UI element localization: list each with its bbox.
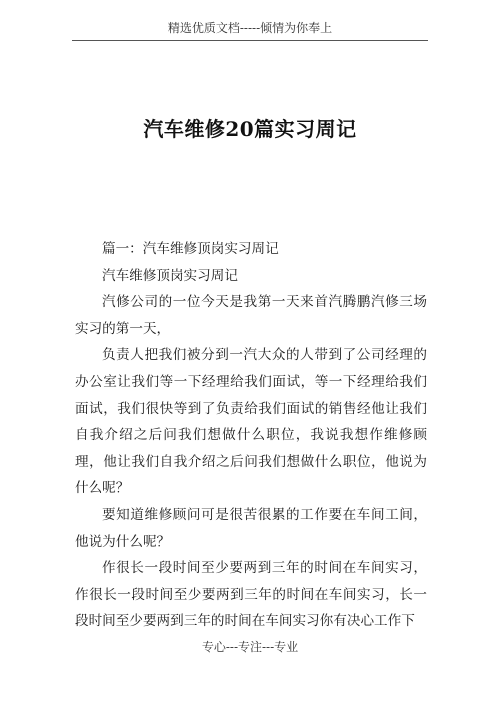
document-title: 汽车维修20篇实习周记	[143, 117, 357, 141]
paragraph: 负责人把我们被分到一汽大众的人带到了公司经理的办公室让我们等一下经理给我们面试，等一下经理给我们面试，我们很快等到了负责给我们面试的销售经他让我们自我介绍之后问我们想做什么职位，我说我想作维修顾理，他让我们自我介绍之后问我们想做什么职位，他说为什么呢？	[75, 347, 427, 497]
header-divider	[72, 40, 428, 41]
document-body	[75, 236, 427, 635]
page-header: 精选优质文档-----倾情为你奉上	[167, 21, 333, 35]
paragraph: 要知道维修顾问可是很苦很累的工作要在车间工间，他说为什么呢？	[75, 506, 427, 550]
paragraph: 汽修公司的一位今天是我第一天来首汽腾鹏汽修三场实习的第一天，	[75, 294, 427, 337]
page-footer: 专心---专注---专业	[201, 640, 299, 654]
paragraph: 篇一：汽车维修顶岗实习周记	[102, 241, 279, 257]
paragraph: 汽车维修顶岗实习周记	[102, 267, 238, 284]
paragraph: 作很长一段时间至少要两到三年的时间在车间实习，作很长一段时间至少要两到三年的时间在车间实习，长一段时间至少要两到三年的时间在车间实习你有决心工作下	[75, 560, 427, 630]
